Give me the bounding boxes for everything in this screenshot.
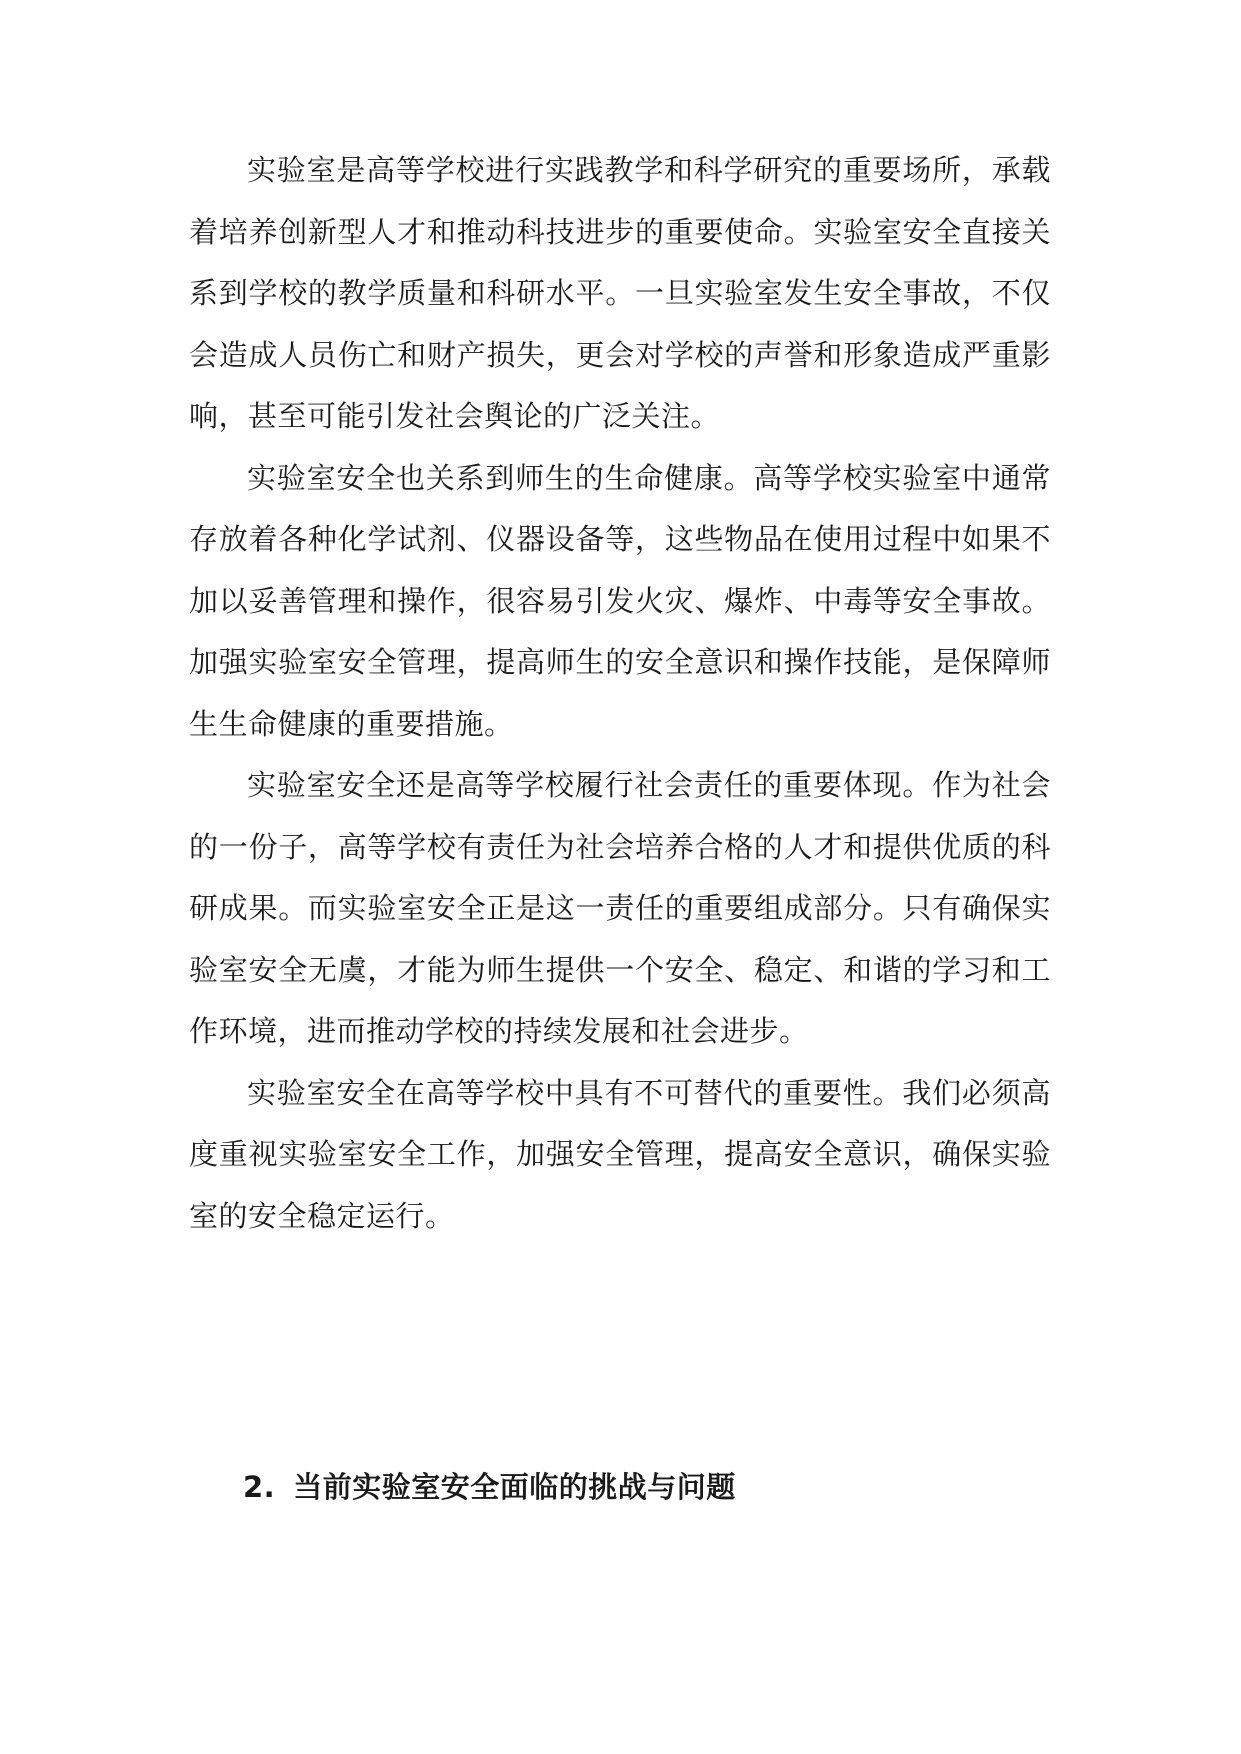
paragraph-lab-importance: 实验室是高等学校进行实践教学和科学研究的重要场所，承载着培养创新型人才和推动科技进步的重要使命。实验室安全直接关系到学校的教学质量和科研水平。一旦实验室发生安全事故，不仅会造成人员伤亡和财产损失，更会对学校的声誉和形象造成严重影响，甚至可能引发社会舆论的广泛关注。 (189, 153, 1051, 433)
paragraph-conclusion: 实验室安全在高等学校中具有不可替代的重要性。我们必须高度重视实验室安全工作，加强安全管理，提高安全意识，确保实验室的安全稳定运行。 (189, 1075, 1051, 1233)
section-heading (243, 1467, 736, 1507)
document-body (189, 140, 1051, 1247)
paragraph-health: 实验室安全也关系到师生的生命健康。高等学校实验室中通常存放着各种化学试剂、仪器设备等，这些物品在使用过程中如果不加以妥善管理和操作，很容易引发火灾、爆炸、中毒等安全事故。加强实验室安全管理，提高师生的安全意识和操作技能，是保障师生生命健康的重要措施。 (189, 460, 1051, 741)
section-title: 当前实验室安全面临的挑战与问题 (293, 1470, 736, 1504)
section-number: 2. (243, 1470, 276, 1504)
paragraph-social-responsibility: 实验室安全还是高等学校履行社会责任的重要体现。作为社会的一份子，高等学校有责任为社会培养合格的人才和提供优质的科研成果。而实验室安全正是这一责任的重要组成部分。只有确保实验室安全无虞，才能为师生提供一个安全、稳定、和谐的学习和工作环境，进而推动学校的持续发展和社会进步。 (189, 768, 1051, 1048)
